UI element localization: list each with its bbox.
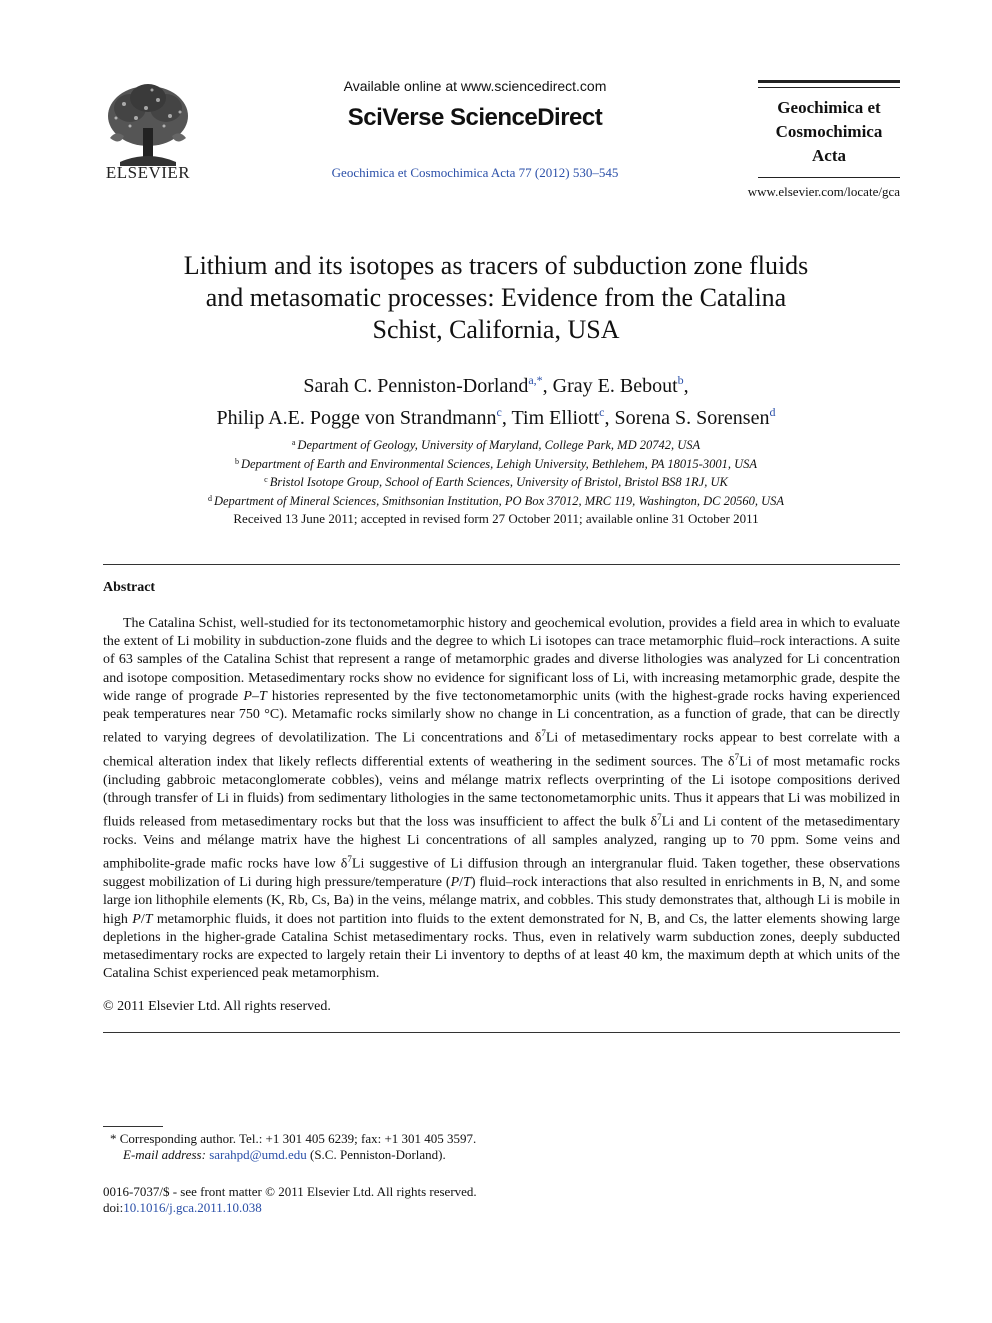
corresponding-author-footnote: * Corresponding author. Tel.: +1 301 405 6239; fax: +1 301 405 3597. [110,1131,477,1146]
doi-line [103,1200,262,1216]
email-suffix: (S.C. Penniston-Dorland). [306,1147,446,1162]
author-affiliation-marker[interactable]: d [769,405,776,419]
abstract-heading: Abstract [103,580,156,595]
email-label: E-mail address: [123,1147,206,1162]
issn-line: 0016-7037/$ - see front matter © 2011 Elsevier Ltd. All rights reserved. [103,1184,477,1199]
author-name: Tim Elliott [511,407,600,429]
affiliation-item [90,454,902,473]
author-name: Gray E. Bebout [552,375,678,397]
abstract-body [103,615,900,983]
author-line-2 [90,399,902,431]
email-footnote [123,1147,446,1163]
journal-title-line: Cosmochimica [775,122,883,141]
abstract-rule-top [103,564,900,565]
email-link[interactable]: sarahpd@umd.edu [209,1147,307,1162]
author-name: Philip A.E. Pogge von Strandmann [216,407,497,429]
copyright-line: © 2011 Elsevier Ltd. All rights reserved. [103,999,331,1014]
affiliation-mark: b [234,456,239,466]
abstract-rule-bottom [103,1032,900,1033]
author-line-1 [90,367,902,399]
journal-citation-link[interactable]: Geochimica et Cosmochimica Acta 77 (2012) 530–545 [331,165,619,180]
title-line: Schist, California, USA [372,315,620,344]
affiliation-list [90,435,902,509]
journal-url[interactable]: www.elsevier.com/locate/gca [747,184,900,199]
affiliation-text: Department of Earth and Environmental Sciences, Lehigh University, Bethlehem, PA 18015-3001, USA [240,456,757,471]
affiliation-mark: c [264,475,268,485]
title-line: and metasomatic processes: Evidence from the Catalina [205,283,787,312]
affiliation-item [90,491,902,510]
author-affiliation-marker[interactable]: c [599,405,605,419]
affiliation-text: Department of Geology, University of Maryland, College Park, MD 20742, USA [297,438,701,452]
received-dates: Received 13 June 2011; accepted in revised form 27 October 2011; available online 31 October 2011 [233,511,759,526]
affiliation-item [90,435,902,454]
author-list [90,367,902,431]
affiliation-text: Bristol Isotope Group, School of Earth Sciences, University of Bristol, Bristol BS8 1RJ, UK [269,475,728,490]
author-name: Sarah C. Penniston-Dorland [303,375,529,397]
available-online-text: Available online at www.sciencedirect.com [343,78,607,94]
journal-title-rule-top [758,80,900,83]
author-separator: , [604,407,615,429]
doi-label: doi: [103,1200,124,1215]
author-name: Sorena S. Sorensen [614,407,770,429]
author-separator: , [683,375,689,397]
publisher-wordmark: ELSEVIER [105,163,191,182]
journal-title-rule-bottom [758,177,900,178]
affiliation-mark: a [291,438,296,447]
author-affiliation-marker[interactable]: b [677,373,684,387]
affiliation-text: Department of Mineral Sciences, Smithsonian Institution, PO Box 37012, MRC 119, Washington, DC 20560, USA [213,493,785,508]
journal-title-line: Acta [812,146,846,165]
author-separator: , [542,375,553,397]
affiliation-item [90,472,902,491]
abstract-paragraph: The Catalina Schist, well-studied for its tectonometamorphic history and geochemical evolution, provides a field area in which to evaluate the extent of Li mobility in subduction-zone fluids and the degree to which Li isotopes can trace metamorphic fluid–rock interactions. A suite of 63 samples of the Catalina Schist that represent a range of metamorphic grades and diverse lithologies was analyzed for Li concentration and isotope composition. Metasedimentary rocks show no evidence for significant loss of Li, with increasing metamorphic grade, despite the wide range of prograde P–T histories represented by the five tectonometamorphic units (with the highest-grade rocks having experienced peak temperatures near 750 °C). Metamafic rocks similarly show no change in Li concentration, as a function of grade, that can be directly related to varying degrees of devolatilization. The Li concentrations and $\delta^7Li$ of metasedimentary rocks appear to best correlate with a chemical alteration index that likely reflects differential extents of weathering in the sediment sources. The $\delta^7Li$ of most metamafic rocks (including gabbroic metaconglomerate cobbles), veins and mélange matrix reflects overprinting of the Li isotope compositions derived (through transfer of Li in fluids) from sedimentary lithologies in the same tectonometamorphic units. Thus it appears that Li was mobilized in fluids released from metasedimentary rocks but that the loss was insufficient to affect the bulk $\delta^7Li$ and Li content of the metasedimentary rocks. Veins and mélange matrix have the highest Li concentrations of all samples analyzed, ranging up to 70 ppm. Some veins and amphibolite-grade mafic rocks have low $\delta^7Li$ suggestive of Li diffusion through an intergranular fluid. Taken together, these observations suggest mobilization of Li during high pressure/temperature (P/T) fluid–rock interactions that also resulted in enrichments in B, N, and some large ion lithophile elements (K, Rb, Cs, Ba) in the veins, mélange matrix, and cobbles. This study demonstrates that, although Li is mobile in high P/T metamorphic fluids, it does not partition into fluids to the extent demonstrated for N, B, and Cs, the latter elements showing large depletions in the higher-grade Catalina Schist metasedimentary rocks. Thus, even in relatively warm subduction zones, deeply subducted metasedimentary rocks are expected to largely retain their Li inventory to depths of at least 40 km, the maximum depth at which units of the Catalina Schist experienced peak metamorphism. [103,616,901,982]
article-title [90,250,902,346]
author-affiliation-marker[interactable]: a,* [528,373,543,387]
title-line: Lithium and its isotopes as tracers of subduction zone fluids [183,251,809,280]
doi-link[interactable]: 10.1016/j.gca.2011.10.038 [123,1200,262,1215]
author-affiliation-marker[interactable]: c [496,405,502,419]
affiliation-mark: d [207,493,212,503]
journal-title-line: Geochimica et [777,98,881,117]
author-separator: , [501,407,512,429]
journal-title-box [750,96,908,168]
journal-title-rule-top-thin [758,87,900,88]
platform-name: SciVerse ScienceDirect [347,104,603,131]
footnote-rule [103,1126,163,1127]
